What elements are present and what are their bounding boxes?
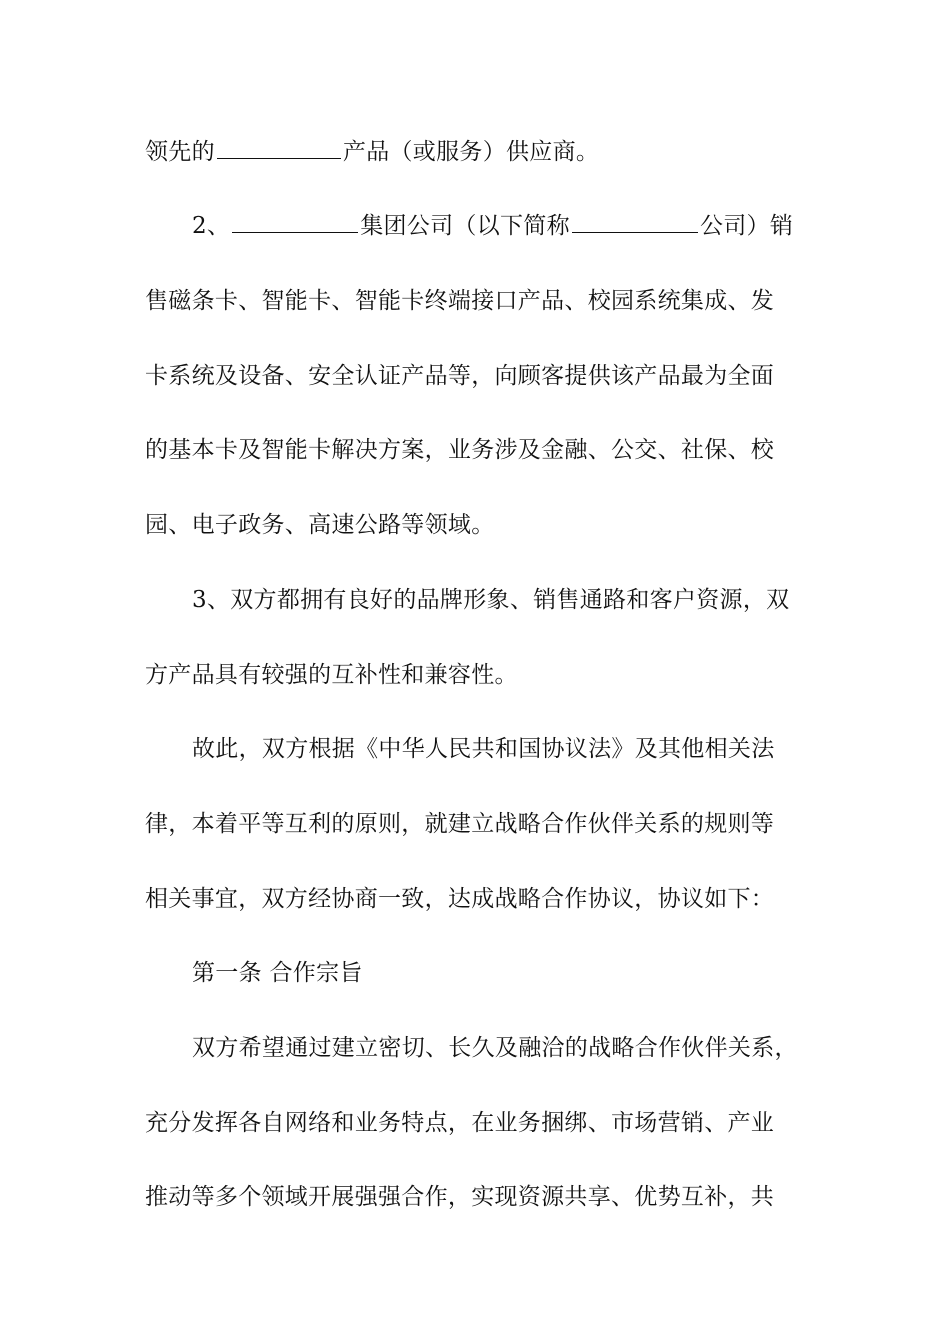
paragraph-line: 的基本卡及智能卡解决方案，业务涉及金融、公交、社保、校 <box>145 437 775 463</box>
paragraph-line <box>145 132 599 172</box>
paragraph-line: 故此，双方根据《中华人民共和国协议法》及其他相关法 <box>192 736 775 762</box>
fill-in-blank <box>232 210 358 233</box>
paragraph-line: 律，本着平等互利的原则，就建立战略合作伙伴关系的规则等 <box>145 811 775 837</box>
text-segment: 集团公司（以下简称 <box>360 213 570 239</box>
text-segment: 公司）销 <box>699 213 794 239</box>
paragraph-line: 双方希望通过建立密切、长久及融洽的战略合作伙伴关系， <box>192 1035 798 1061</box>
paragraph-line: 相关事宜，双方经协商一致，达成战略合作协议，协议如下： <box>145 886 775 912</box>
paragraph-line: 卡系统及设备、安全认证产品等，向顾客提供该产品最为全面 <box>145 363 775 389</box>
fill-in-blank <box>572 210 698 233</box>
paragraph-line <box>192 206 793 246</box>
paragraph-line: 3、双方都拥有良好的品牌形象、销售通路和客户资源，双 <box>192 587 790 613</box>
text-segment: 领先的 <box>145 139 215 165</box>
text-segment: 2、 <box>192 213 231 239</box>
paragraph-line: 方产品具有较强的互补性和兼容性。 <box>145 662 518 688</box>
text-segment: 产品（或服务）供应商。 <box>342 139 600 165</box>
paragraph-line: 充分发挥各自网络和业务特点，在业务捆绑、市场营销、产业 <box>145 1110 775 1136</box>
section-heading: 第一条 合作宗旨 <box>192 960 363 986</box>
fill-in-blank <box>217 136 341 159</box>
paragraph-line: 推动等多个领域开展强强合作，实现资源共享、优势互补，共 <box>145 1184 775 1210</box>
paragraph-line: 园、电子政务、高速公路等领域。 <box>145 512 495 538</box>
paragraph-line: 售磁条卡、智能卡、智能卡终端接口产品、校园系统集成、发 <box>145 288 775 314</box>
